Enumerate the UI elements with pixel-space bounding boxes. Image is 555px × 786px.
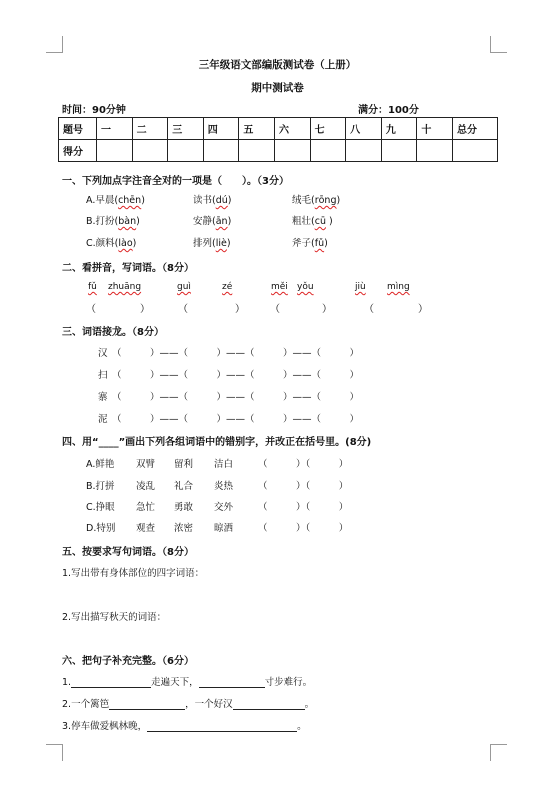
answer-paren: （ xyxy=(364,304,374,315)
word-item: 观查 xyxy=(136,523,156,534)
section-1-title: 一、下列加点字注音全对的一项是（ ）。（3分） xyxy=(62,176,289,187)
table-cell: 七 xyxy=(310,118,346,140)
table-cell: 十 xyxy=(417,118,453,140)
fill-blank[interactable] xyxy=(199,677,265,688)
word-item: B.打拼 xyxy=(86,481,115,492)
score-entry-cell[interactable] xyxy=(132,140,168,162)
question-6-1-part: 1. xyxy=(62,677,72,688)
score-entry-cell[interactable] xyxy=(346,140,382,162)
word-item: C.挣眼 xyxy=(86,502,115,513)
option-pinyin: dú xyxy=(215,195,228,206)
option-paren-close: ) xyxy=(136,216,140,227)
option-item xyxy=(86,235,136,249)
word-item: 双臂 xyxy=(136,459,156,470)
word-item: 洁白 xyxy=(214,459,234,470)
option-paren-close: ) xyxy=(132,238,137,249)
pinyin: zé xyxy=(222,282,233,292)
score-entry-cell[interactable] xyxy=(381,140,417,162)
score-entry-cell[interactable] xyxy=(417,140,453,162)
table-cell: 四 xyxy=(203,118,239,140)
option-pinyin: liè xyxy=(215,238,227,249)
option-pinyin: cū xyxy=(314,216,326,227)
word-item: A.鲜艳 xyxy=(86,459,115,470)
fill-blank[interactable] xyxy=(71,677,151,688)
score-entry-cell[interactable] xyxy=(203,140,239,162)
score-table-header-row xyxy=(59,118,498,140)
question-6-2 xyxy=(62,696,314,710)
score-entry-cell[interactable] xyxy=(168,140,204,162)
word-item: 留利 xyxy=(174,459,194,470)
table-cell: 六 xyxy=(274,118,310,140)
option-word: 安静( xyxy=(193,216,216,227)
full-score-label: 满分：100分 xyxy=(358,105,419,116)
table-cell: 一 xyxy=(97,118,133,140)
fill-blank[interactable] xyxy=(109,699,185,710)
option-word: 斧子( xyxy=(292,238,315,249)
corner-mark-bottom-right xyxy=(490,744,507,761)
option-item xyxy=(292,192,340,206)
section-3-title: 三、词语接龙。（8分） xyxy=(62,327,164,338)
section-4-title: 四、用“____”画出下列各组词语中的错别字，并改正在括号里。(8分) xyxy=(62,437,372,448)
option-paren-close: ) xyxy=(324,238,328,249)
word-item: 急忙 xyxy=(136,502,156,513)
option-item xyxy=(292,213,333,227)
doc-title: 三年级语文部编版测试卷（上册） xyxy=(198,59,357,71)
option-paren-close: ) xyxy=(227,216,232,227)
option-word: 粗壮( xyxy=(292,216,315,227)
table-cell: 五 xyxy=(239,118,275,140)
table-cell: 三 xyxy=(168,118,204,140)
doc-subtitle: 期中测试卷 xyxy=(251,82,304,94)
pinyin: fǔ xyxy=(88,282,97,292)
section-2-title: 二、看拼音，写词语。（8分） xyxy=(62,263,194,274)
question-5-1: 1.写出带有身体部位的四字词语： xyxy=(62,568,205,579)
answer-paren: ） xyxy=(235,304,245,315)
pinyin: mìng xyxy=(387,282,410,292)
score-entry-cell[interactable] xyxy=(310,140,346,162)
chain-start-char: 泥 xyxy=(98,414,108,425)
option-item xyxy=(193,192,232,206)
question-6-1 xyxy=(62,674,312,688)
pinyin: yǒu xyxy=(297,282,314,292)
option-word: A.早晨( xyxy=(86,195,119,206)
chain-start-char: 汉 xyxy=(98,348,108,359)
word-item: 交外 xyxy=(214,502,234,513)
word-item: 炎热 xyxy=(214,481,234,492)
corner-mark-top-left xyxy=(46,36,63,53)
correction-parens[interactable]: （ ）（ ） xyxy=(258,502,349,513)
option-pinyin: rōng xyxy=(314,195,337,206)
word-item: 浓密 xyxy=(174,523,194,534)
answer-paren: （ xyxy=(86,304,96,315)
option-item xyxy=(86,192,145,206)
option-pinyin: ān xyxy=(215,216,228,227)
fill-blank[interactable] xyxy=(147,721,297,732)
pinyin: guì xyxy=(177,282,191,292)
option-pinyin: fǔ xyxy=(314,238,325,249)
option-item xyxy=(86,213,140,227)
table-cell: 二 xyxy=(132,118,168,140)
word-chain: （ ）——（ ）——（ ）——（ ） xyxy=(112,370,360,381)
score-entry-cell[interactable] xyxy=(239,140,275,162)
correction-parens[interactable]: （ ）（ ） xyxy=(258,459,349,470)
option-pinyin: bàn xyxy=(118,216,137,227)
option-paren-close: ) xyxy=(227,195,232,206)
score-table xyxy=(58,117,498,162)
fill-blank[interactable] xyxy=(233,699,305,710)
option-paren-close: ) xyxy=(226,238,231,249)
score-entry-cell[interactable] xyxy=(97,140,133,162)
section-6-title: 六、把句子补充完整。（6分） xyxy=(62,656,194,667)
word-item: 晾洒 xyxy=(214,523,234,534)
pinyin: zhuāng xyxy=(108,282,142,292)
question-6-2-part: 。 xyxy=(304,699,315,710)
option-item xyxy=(193,235,231,249)
question-6-2-part: 2.一个篱笆 xyxy=(62,699,110,710)
table-cell: 八 xyxy=(346,118,382,140)
question-6-1-part: 走遍天下， xyxy=(151,677,199,688)
question-6-3-part: 3.停车做爱枫林晚， xyxy=(62,721,148,732)
question-6-3 xyxy=(62,718,307,732)
table-cell: 题号 xyxy=(59,118,97,140)
answer-paren: （ xyxy=(270,304,280,315)
word-item: 礼合 xyxy=(174,481,194,492)
option-word: 排列( xyxy=(193,238,216,249)
question-6-1-part: 寸步难行。 xyxy=(264,677,313,688)
option-pinyin: lào xyxy=(118,238,133,249)
score-table-score-row xyxy=(59,140,498,162)
option-pinyin: chēn xyxy=(118,195,142,206)
table-cell: 九 xyxy=(381,118,417,140)
word-chain: （ ）——（ ）——（ ）——（ ） xyxy=(112,348,360,359)
score-entry-cell[interactable] xyxy=(274,140,310,162)
pinyin: jiù xyxy=(355,282,366,292)
answer-paren: （ xyxy=(178,304,188,315)
word-chain: （ ）——（ ）——（ ）——（ ） xyxy=(112,392,360,403)
option-item xyxy=(193,213,231,227)
section-5-title: 五、按要求写句词语。（8分） xyxy=(62,547,194,558)
time-label: 时间：90分钟 xyxy=(62,105,126,116)
option-paren-close: ) xyxy=(336,195,341,206)
question-6-3-part: 。 xyxy=(297,721,307,732)
option-item xyxy=(292,235,328,249)
option-word: B.打扮( xyxy=(86,216,119,227)
chain-start-char: 寨 xyxy=(98,392,108,403)
score-entry-cell[interactable] xyxy=(453,140,498,162)
word-chain: （ ）——（ ）——（ ）——（ ） xyxy=(112,414,360,425)
correction-parens[interactable]: （ ）（ ） xyxy=(258,523,349,534)
word-item: D.特别 xyxy=(86,523,116,534)
corner-mark-bottom-left xyxy=(46,744,63,761)
answer-paren: ） xyxy=(322,304,332,315)
chain-start-char: 扫 xyxy=(98,370,108,381)
option-paren-close: ) xyxy=(141,195,145,206)
corner-mark-top-right xyxy=(490,36,507,53)
pinyin: měi xyxy=(271,282,288,292)
question-5-2: 2.写出描写秋天的词语： xyxy=(62,612,167,623)
option-word: C.颜料( xyxy=(86,238,119,249)
option-paren-close: ) xyxy=(325,216,333,227)
option-word: 读书( xyxy=(193,195,216,206)
answer-paren: ） xyxy=(140,304,150,315)
table-cell: 得分 xyxy=(59,140,97,162)
answer-paren: ） xyxy=(418,304,428,315)
word-item: 凌乱 xyxy=(136,481,156,492)
word-item: 勇敢 xyxy=(174,502,194,513)
correction-parens[interactable]: （ ）（ ） xyxy=(258,481,349,492)
question-6-2-part: ，一个好汉 xyxy=(185,699,233,710)
option-word: 绒毛( xyxy=(292,195,315,206)
table-cell: 总分 xyxy=(453,118,498,140)
